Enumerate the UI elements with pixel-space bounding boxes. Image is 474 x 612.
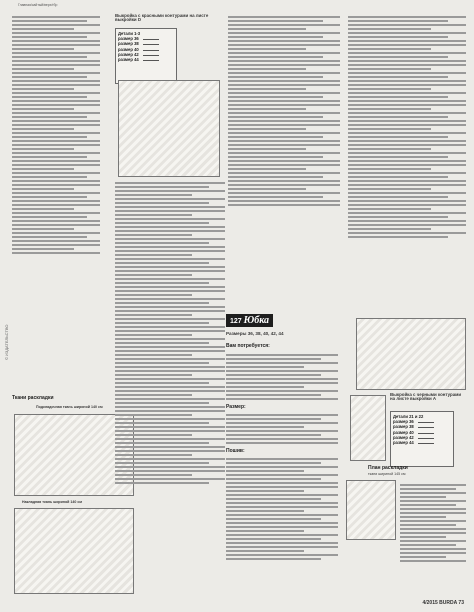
layout-heading: Ткани раскладки	[12, 395, 54, 401]
cutting-heading: Размер:	[226, 404, 246, 410]
right-pieces-line: Детали 21 и 22	[393, 414, 424, 419]
column-4-bottom-text	[400, 482, 466, 564]
column-3-text	[228, 14, 340, 208]
mid-size-2: размер 40	[118, 46, 139, 52]
needed-heading: Вам потребуется:	[226, 343, 270, 349]
column-1-text	[12, 14, 100, 256]
skirt-number-badge	[226, 314, 273, 327]
mid-pattern-heading: Выкройка с красными контурами на листе выкройки D	[115, 13, 209, 23]
right-size-2: размер 40	[393, 429, 414, 435]
mid-pieces-line: Детали 1-3	[118, 31, 141, 36]
mid-size-0: размер 36	[118, 36, 139, 42]
right-size-table	[390, 411, 454, 467]
top-note: Главная/сайтый/верх/гбр	[18, 3, 58, 7]
right-size-1: размер 38	[393, 424, 414, 430]
column-4-text	[348, 14, 466, 240]
mid-size-1: размер 38	[118, 41, 139, 47]
layout-label-2: Накладная ткань шириной 140 см	[22, 500, 83, 504]
right-pattern-heading: Выкройка с черными контурами на листе выкройки А	[390, 392, 462, 402]
right-size-4: размер 44	[393, 440, 414, 446]
jacket-sketch	[118, 80, 220, 177]
skirt-title: Юбка	[243, 315, 270, 326]
column-2-text	[115, 180, 225, 486]
skirt-text-3	[226, 456, 338, 562]
right-size-3: размер 42	[393, 434, 414, 440]
page-footer: 4/2015 BURDA 73	[422, 600, 464, 606]
right-layout-diagram	[346, 480, 396, 540]
mid-size-3: размер 42	[118, 51, 139, 57]
right-size-0: размер 36	[393, 419, 414, 425]
vertical-note: © ИЗДАТЕЛЬСТВО	[4, 324, 9, 360]
skirt-text-1	[226, 352, 338, 402]
skirt-sizes: Размеры 36, 38, 40, 42, 44	[226, 331, 284, 336]
skirt-side-diagram	[350, 395, 386, 461]
mid-size-table	[115, 28, 177, 84]
skirt-number: 127	[230, 318, 242, 325]
mid-size-4: размер 44	[118, 57, 139, 63]
skirt-text-2	[226, 412, 338, 446]
layout-label-1: Подкладочная ткань шириной 140 см	[36, 405, 103, 409]
right-layout-sub: ткани шириной 145 см	[368, 472, 406, 476]
skirt-technical-drawing	[356, 318, 466, 390]
right-layout-heading: План раскладки	[368, 465, 408, 471]
sewing-heading: Пошив:	[226, 448, 245, 454]
fabric-layout-diagram	[14, 508, 134, 594]
